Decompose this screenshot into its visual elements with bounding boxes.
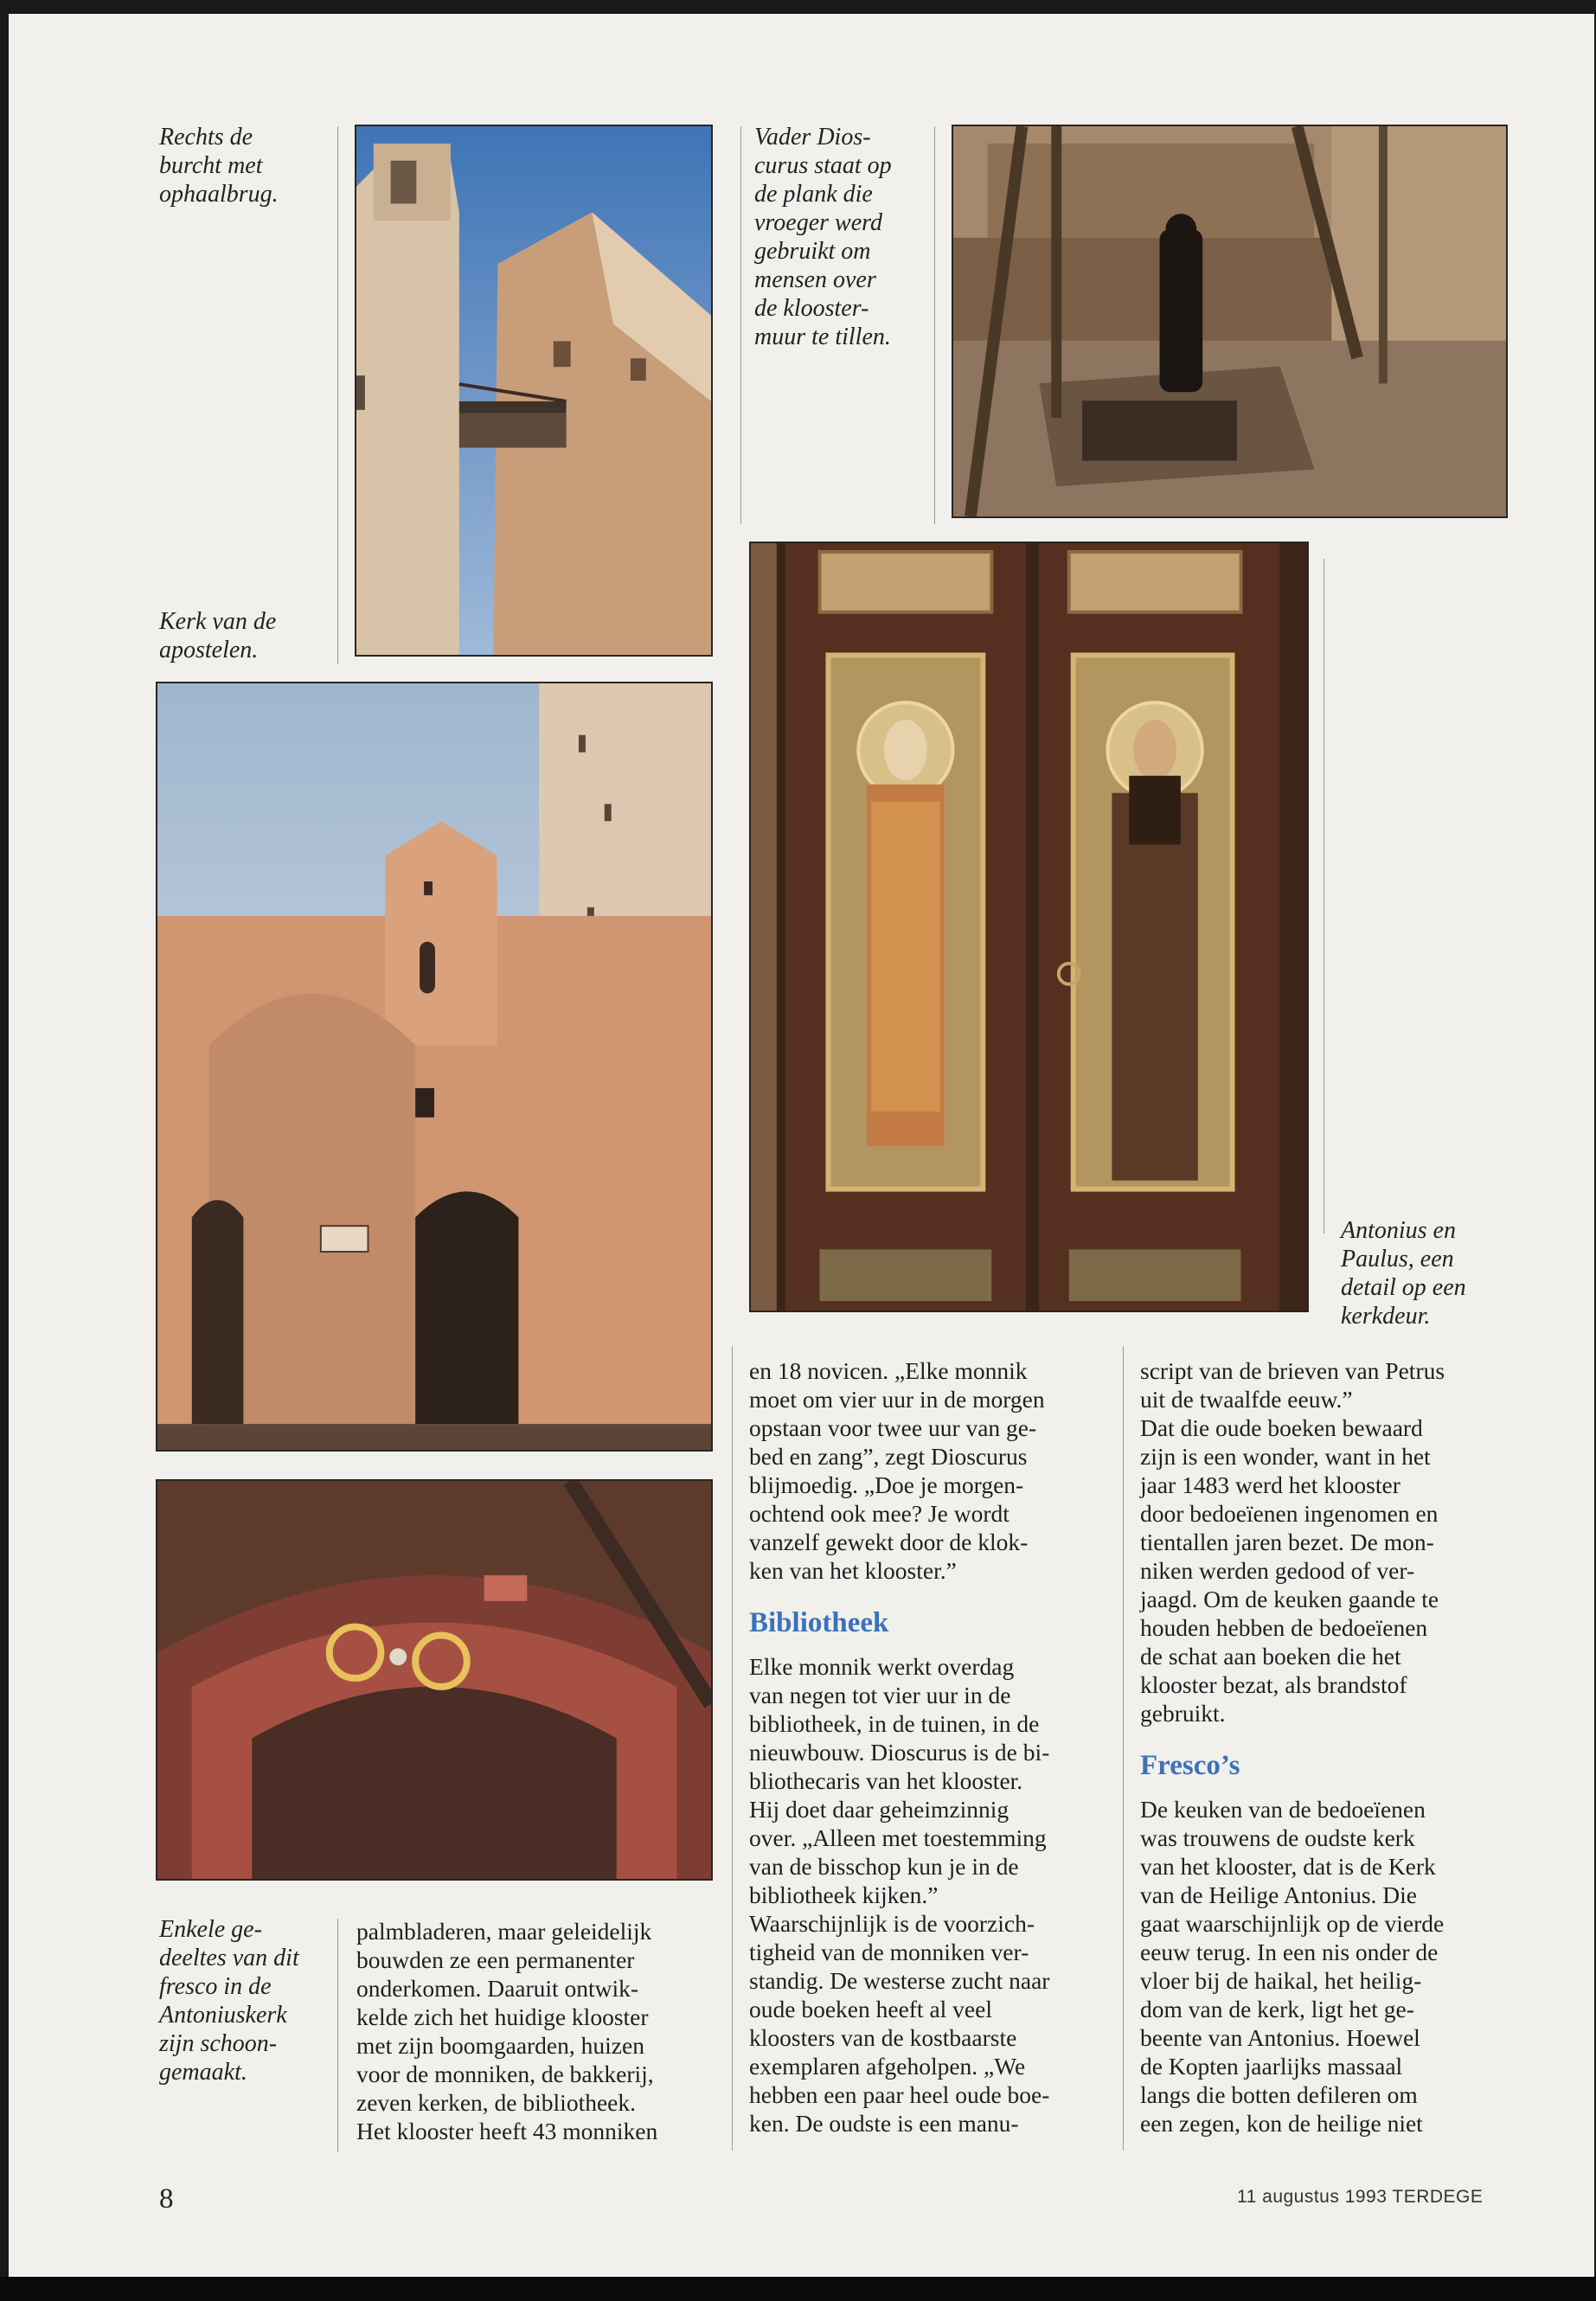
- article-paragraph: palmbladeren, maar geleidelijk bouwden ze een permanenter onderkomen. Daaruit ontwik- kelde zich het huidige klooster met zijn boomgaarden, huizen voor de monniken, de bakkerij, zeven kerken, de bibliotheek. Het klooster heeft 43 monniken: [356, 1918, 658, 2144]
- caption-burcht: Rechts de burcht met ophaalbrug.: [159, 124, 279, 208]
- photo-fresco: [156, 1479, 713, 1881]
- article-column-3: [1140, 1356, 1521, 2138]
- caption-antonius: Antonius en Paulus, een detail op een kerkdeur.: [1341, 1217, 1466, 1330]
- section-heading-bibliotheek: Bibliotheek: [749, 1607, 889, 1638]
- scan-edge: [0, 2277, 1596, 2301]
- photo-monk-plank: [952, 125, 1508, 518]
- photo-church-apostles: [156, 682, 713, 1452]
- column-rule: [740, 126, 741, 524]
- photo-castle-drawbridge: [355, 125, 713, 657]
- article-paragraph: De keuken van de bedoeïenen was trouwens de oudste kerk van het klooster, dat is de Kerk van de Heilige Antonius. Die gaat waarschijnlijk op de vierde eeuw terug. In een nis onder de vloer bij de haikal, het heilig- dom van de kerk, ligt het ge- beente van Antonius. Hoewel de Kopten jaarlijks massaal langs die botten defileren om een zegen, kon de heilige niet: [1140, 1796, 1445, 2137]
- column-rule: [337, 1919, 338, 2152]
- publication-line: 11 augustus 1993 TERDEGE: [1237, 2187, 1484, 2207]
- column-rule: [934, 126, 935, 524]
- article-column-2: [749, 1356, 1121, 2138]
- section-heading-frescos: Fresco’s: [1140, 1750, 1240, 1781]
- caption-kerk: Kerk van de apostelen.: [159, 608, 277, 663]
- column-rule: [337, 126, 338, 664]
- photo-church-door: [749, 542, 1309, 1312]
- page-number: 8: [159, 2183, 174, 2214]
- column-rule: [1123, 1346, 1124, 2150]
- article-paragraph: en 18 novicen. „Elke monnik moet om vier uur in de morgen opstaan voor twee uur van ge- bed en zang”, zegt Dioscurus blijmoedig. „Doe je morgen- ochtend ook mee? Je wordt vanzelf gewekt door de klok- ken van het klooster.”: [749, 1357, 1045, 1584]
- magazine-page: [9, 14, 1594, 2277]
- article-paragraph: script van de brieven van Petrus uit de twaalfde eeuw.” Dat die oude boeken bewaard zijn is een wonder, want in het jaar 1483 werd het klooster door bedoeïenen ingenomen en tientallen jaren bezet. De mon- niken werden gedood of ver- jaagd. Om de keuken gaande te houden hebben de bedoeïenen de schat aan boeken die het klooster bezat, als brandstof gebruikt.: [1140, 1357, 1445, 1727]
- caption-dioscurus: Vader Dios- curus staat op de plank die vroeger werd gebruikt om mensen over de klooster- muur te tillen.: [754, 124, 892, 350]
- article-column-1: [356, 1917, 720, 2145]
- article-paragraph: Elke monnik werkt overdag van negen tot vier uur in de bibliotheek, in de tuinen, in de nieuwbouw. Dioscurus is de bi- bliothecaris van het klooster. Hij doet daar geheimzinnig over. „Alleen met toestemming van de bisschop kun je in de bibliotheek kijken.” Waarschijnlijk is de voorzich- tigheid van de monniken ver- standig. De westerse zucht naar oude boeken heeft al veel kloosters van de kostbaarste exemplaren afgeholpen. „We hebben een paar heel oude boe- ken. De oudste is een manu-: [749, 1653, 1050, 2137]
- column-rule: [732, 1346, 733, 2150]
- caption-fresco: Enkele ge- deeltes van dit fresco in de Antoniuskerk zijn schoon- gemaakt.: [159, 1916, 299, 2086]
